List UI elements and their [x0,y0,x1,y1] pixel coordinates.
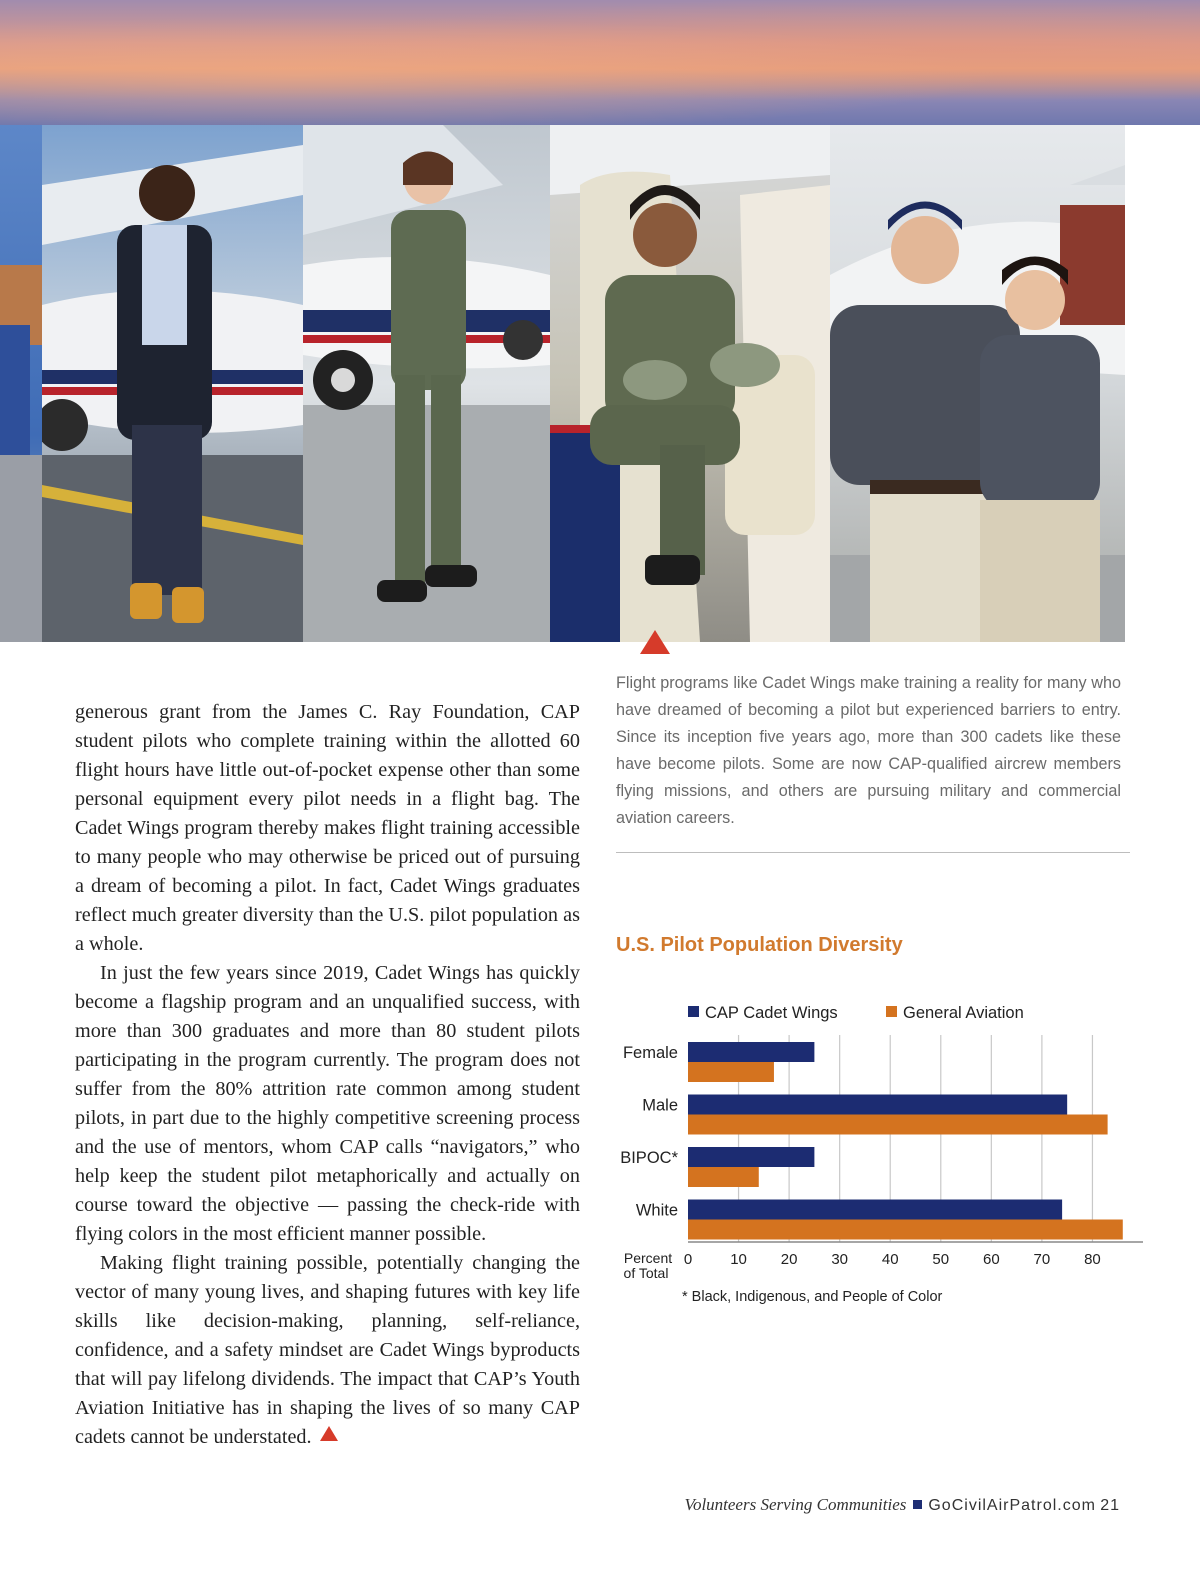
x-tick-label-40: 40 [881,1251,899,1268]
photo-cadet-and-mentor [830,125,1125,642]
x-axis-label-line-2: of Total [623,1265,669,1281]
chart-x-ticks [684,1251,1101,1268]
x-axis-label-line-1: Percent [623,1250,673,1266]
legend-label-2: General Aviation [903,1004,1024,1022]
legend-label-1: CAP Cadet Wings [705,1004,838,1022]
bar-female-series-2 [688,1062,774,1082]
bar-white-series-1 [688,1200,1062,1220]
caption-divider [616,852,1130,853]
chart-bars [688,1042,1123,1240]
chart-category-labels [620,1044,678,1220]
footer-page-number: 21 [1100,1497,1120,1514]
bar-male-series-1 [688,1095,1067,1115]
article-paragraph-3 [75,1249,580,1452]
page-footer [600,1495,1120,1515]
x-tick-label-70: 70 [1033,1251,1051,1268]
x-tick-label-10: 10 [730,1251,747,1268]
bar-bipoc-series-1 [688,1147,814,1167]
article-body [75,698,580,1452]
footer-publication: Volunteers Serving Communities [684,1495,907,1514]
photo-cadet-cockpit [550,125,830,642]
category-label-female: Female [622,1044,678,1062]
photo-cadet-flightsuit [303,125,550,642]
chart-footnote: * Black, Indigenous, and People of Color [682,1289,943,1305]
chart-legend [688,1004,1024,1022]
category-label-white: White [635,1201,678,1220]
cadet-photo-strip [0,125,1125,642]
x-tick-label-80: 80 [1084,1251,1101,1268]
x-tick-label-0: 0 [683,1251,693,1268]
red-triangle-marker [640,630,670,654]
bar-bipoc-series-2 [688,1167,759,1187]
legend-swatch-1 [688,1006,699,1017]
diversity-bar-chart [610,990,1150,1290]
end-of-story-icon [320,1426,338,1441]
bar-male-series-2 [688,1115,1108,1135]
category-label-bipoc: BIPOC* [620,1149,678,1167]
legend-swatch-2 [886,1006,897,1017]
category-label-male: Male [642,1096,678,1115]
photo-cadet-suit [42,125,303,642]
article-paragraph-3-text: Making flight training possible, potentially changing the vector of many young lives, and shaping futures with key life skills like decision-making, planning, self-reliance, confidence, and a safety mindset are Cadet Wings byproducts that will pay lifelong dividends. The impact that CAP’s Youth Aviation Initiative has in shaping the lives of so many CAP cadets cannot be understated. [75,1252,580,1448]
article-paragraph-1: generous grant from the James C. Ray Foundation, CAP student pilots who complete training within the allotted 60 flight hours have little out-of-pocket expense other than some personal equipment every pilot needs in a flight bag. The Cadet Wings program thereby makes flight training accessible to many people who may otherwise be priced out of pursuing a dream of becoming a pilot. In fact, Cadet Wings graduates reflect much greater diversity than the U.S. pilot population as a whole. [75,701,580,955]
photo-partial-left [0,125,42,642]
x-tick-label-60: 60 [982,1251,1000,1268]
bar-female-series-1 [688,1042,814,1062]
footer-website: GoCivilAirPatrol.com [928,1497,1096,1514]
footer-square-icon [913,1500,922,1509]
x-tick-label-50: 50 [932,1251,950,1268]
article-paragraph-2: In just the few years since 2019, Cadet Wings has quickly become a flagship program and an unqualified success, with more than 300 graduates and more than 80 student pilots participating in the program currently. The program does not suffer from the 80% attrition rate common among student pilots, in part due to the highly competitive screening process and the use of mentors, whom CAP calls “navigators,” who help keep the student pilot metaphorically and actually on course toward the objective — passing the check-ride with flying colors in the most efficient manner possible. [75,962,580,1245]
x-tick-label-30: 30 [831,1251,849,1268]
chart-title: U.S. Pilot Population Diversity [616,934,903,956]
photo-caption: Flight programs like Cadet Wings make training a reality for many who have dreamed of becoming a pilot but experienced barriers to entry. Since its inception five years ago, more than 300 cadets like these have become pilots. Some are now CAP-qualified aircrew members flying missions, and others are pursuing military and commercial aviation careers. [616,674,1121,827]
sunset-sky-banner [0,0,1200,125]
bar-white-series-2 [688,1220,1123,1240]
x-tick-label-20: 20 [780,1251,798,1268]
